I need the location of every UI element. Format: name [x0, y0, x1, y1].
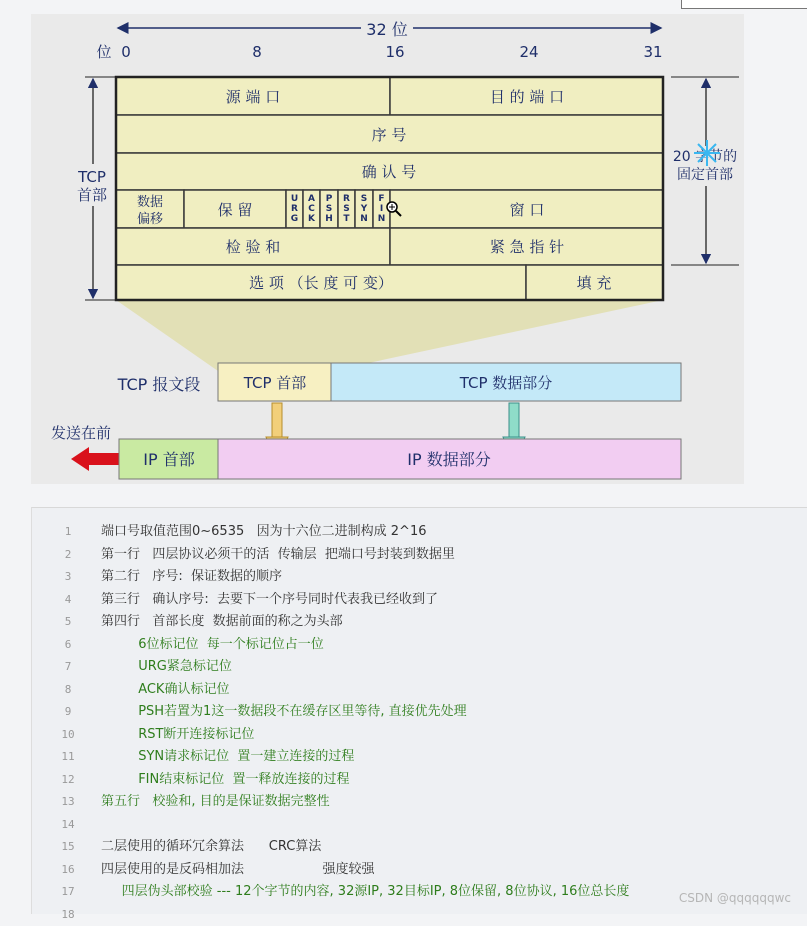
flag-syn-label: S Y N [360, 194, 368, 224]
code-text: FIN结束标记位 置一释放连接的过程 [101, 771, 350, 787]
code-block [31, 507, 807, 921]
line-number: 13 [61, 795, 75, 808]
flag-fin-label: F I N [377, 194, 386, 224]
data-offset-label-2: 偏移 [136, 212, 164, 227]
line-number: 1 [64, 525, 72, 538]
reserved-label: 保 留 [217, 201, 253, 219]
line-number: 12 [61, 772, 75, 786]
line-number: 9 [64, 705, 72, 718]
code-text: SYN请求标记位 置一建立连接的过程 [101, 749, 355, 764]
fixed-header-label-2: 固定首部 [677, 167, 733, 183]
code-text: ACK确认标记位 [101, 681, 230, 697]
line-number: 5 [64, 615, 72, 628]
bit-label: 位 [96, 43, 112, 61]
tcp-header-diagram [31, 14, 744, 484]
watermark: CSDN @qqqqqqwc [678, 891, 791, 905]
ack-number-label: 确 认 号 [361, 163, 417, 181]
code-text: 四层伪头部校验 --- 12个字节的内容, 32源IP, 32目标IP, 8位保留, 8位协议, 16位总长度 [101, 884, 630, 899]
line-number: 6 [64, 637, 72, 651]
line-number: 4 [64, 592, 72, 606]
code-text: URG紧急标记位 [101, 659, 232, 674]
window-label: 窗 口 [509, 201, 545, 219]
sequence-number-label: 序 号 [371, 126, 407, 144]
ip-header-box-label: IP 首部 [143, 450, 195, 469]
code-text: 端口号取值范围0~6535 因为十六位二进制构成 2^16 [101, 524, 427, 539]
left-arrow-icon [71, 447, 119, 471]
bit-tick-16: 16 [385, 43, 405, 61]
code-text: 第三行 确认序号: 去要下一个序号同时代表我已经收到了 [101, 591, 439, 607]
line-number: 10 [61, 727, 75, 741]
destination-port-label: 目 的 端 口 [489, 88, 565, 106]
tcp-data-box-label: TCP 数据部分 [459, 374, 553, 392]
code-text: 第一行 四层协议必须干的活 传输层 把端口号封装到数据里 [101, 546, 455, 562]
line-number: 16 [61, 862, 75, 876]
line-number: 14 [61, 817, 75, 831]
data-offset-label-1: 数据 [136, 195, 164, 210]
bit-tick-0: 0 [121, 43, 131, 61]
code-text: RST断开连接标记位 [101, 726, 255, 742]
urgent-pointer-label: 紧 急 指 针 [489, 238, 565, 256]
line-number: 15 [61, 840, 75, 853]
fixed-header-label-1: 20 字节的 [672, 149, 738, 165]
code-text: 四层使用的是反码相加法 强度较强 [101, 861, 375, 877]
flag-psh-label: P S H [325, 194, 333, 224]
source-port-label: 源 端 口 [225, 88, 281, 106]
line-number: 7 [64, 660, 72, 673]
flag-rst-label: R S T [343, 194, 350, 224]
funnel-shape [116, 300, 663, 371]
ip-data-box-label: IP 数据部分 [407, 450, 491, 469]
line-number: 11 [61, 750, 75, 763]
window-edge [681, 0, 807, 9]
line-number: 18 [61, 907, 75, 921]
tcp-segment-label: TCP 报文段 [117, 375, 201, 394]
line-number: 2 [64, 547, 72, 561]
bit-tick-24: 24 [519, 43, 539, 61]
flag-ack-label: A C K [308, 194, 315, 224]
options-label: 选 项 （长 度 可 变） [249, 274, 393, 292]
code-text: 6位标记位 每一个标记位占一位 [101, 636, 324, 652]
padding-label: 填 充 [576, 274, 612, 292]
bits-title: 32 位 [366, 20, 408, 39]
code-text: 二层使用的循环冗余算法 CRC算法 [101, 839, 322, 854]
code-text: 第二行 序号: 保证数据的顺序 [101, 569, 283, 584]
code-text: 第四行 首部长度 数据前面的称之为头部 [101, 614, 343, 629]
code-text: PSH若置为1这一数据段不在缓存区里等待, 直接优先处理 [101, 704, 467, 719]
tcp-header-side-label-2: 首部 [76, 186, 108, 204]
code-text: 第五行 校验和, 目的是保证数据完整性 [101, 794, 330, 809]
line-number: 17 [61, 885, 75, 898]
line-number: 8 [64, 682, 72, 696]
checksum-label: 检 验 和 [225, 238, 281, 256]
flag-urg-label: U R G [290, 194, 299, 224]
send-first-label: 发送在前 [50, 424, 112, 442]
bit-tick-31: 31 [643, 43, 663, 61]
tcp-header-side-label-1: TCP [78, 168, 106, 186]
bit-tick-8: 8 [252, 43, 262, 61]
tcp-header-box-label: TCP 首部 [243, 374, 307, 392]
line-number: 3 [64, 570, 72, 583]
